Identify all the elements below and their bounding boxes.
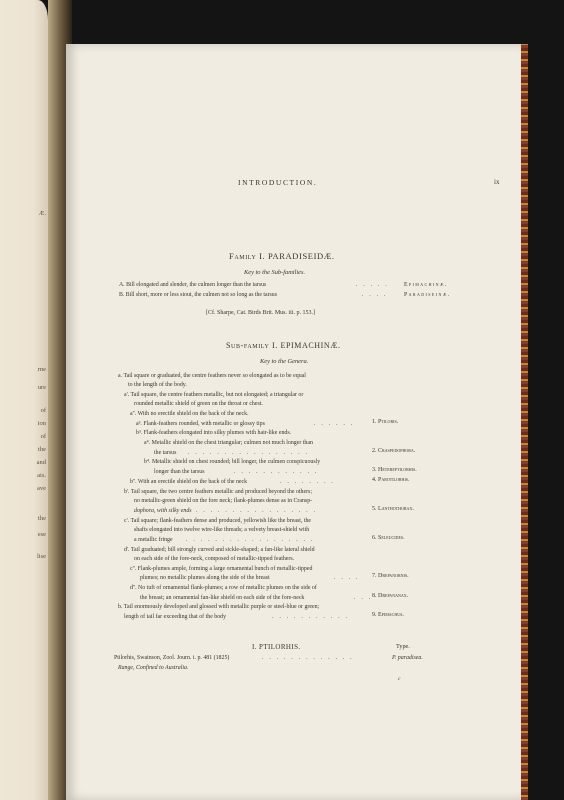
key-line: the breast; an ornamental fan-like shield on each side of the fore-neck xyxy=(140,595,305,601)
reference-note: [Cf. Sharpe, Cat. Birds Brit. Mus. iii. p. 153.] xyxy=(206,310,315,316)
left-page-fragment: Æ. xyxy=(38,210,46,217)
key-line: b. Tail enormously developed and glossed with metallic purple or steel-blue or green; xyxy=(118,604,320,610)
left-page-fragment: the xyxy=(38,446,46,453)
left-page-fragment: rne xyxy=(37,366,46,373)
key-line: d'. Tail graduated; bill strongly curved and sickle-shaped; a fan-like lateral shield xyxy=(124,547,315,553)
left-page-fragment: ure xyxy=(37,384,46,391)
left-facing-page xyxy=(0,0,48,800)
key-line: dophora, with silky ends xyxy=(134,508,192,514)
genus-range: Range, Confined to Australia. xyxy=(118,665,189,671)
key-line: a⁴. Metallic shield on the chest triangular; culmen not much longer than xyxy=(144,440,313,446)
genus-result: 7. Drepanornis. xyxy=(372,573,409,579)
genus-citation: Ptilorhis, Swainson, Zool. Journ. i. p. 481 (1825) xyxy=(114,655,230,661)
left-page-fragment: lise xyxy=(36,553,46,560)
key-line: shafts elongated into twelve wire-like threads; a velvety breast-shield with xyxy=(134,527,310,533)
left-page-fragment: and xyxy=(36,459,46,466)
genus-result: 3. Hetereptilorhis. xyxy=(372,467,417,473)
left-page-fragment: ese xyxy=(37,531,46,538)
key-line: a'. Tail square, the centre feathers metallic, but not elongated; a triangular or xyxy=(124,392,304,398)
key-line: c'. Tail square; flank-feathers dense and produced, yellowish like the breast, the xyxy=(124,518,312,524)
page-edge xyxy=(521,44,528,800)
key-line: a''. With no erectile shield on the back of the neck. xyxy=(130,411,249,417)
key-line: on each side of the fore-neck, composed of metallic-tipped feathers. xyxy=(134,556,295,562)
key-line: a. Tail square or graduated, the centre feathers never so elongated as to be equal xyxy=(118,373,306,379)
key-line: a metallic fringe xyxy=(134,537,173,543)
key-line: b''. With an erectile shield on the back of the neck xyxy=(130,479,248,485)
key-line: b⁴. Metallic shield on chest rounded; bill longer, the culmen conspicuously xyxy=(144,459,321,465)
leader-dots: . . . . . . . . . . . . . . . . . xyxy=(196,508,318,514)
key-subfamily-b-result: Paradiseinæ. xyxy=(404,292,451,298)
subfamily-heading: Sub-family I. EPIMACHINÆ. xyxy=(226,341,341,350)
key-genera-title: Key to the Genera. xyxy=(260,358,309,365)
leader-dots: . . . xyxy=(354,595,373,601)
genus-result: 1. Ptiloris. xyxy=(372,419,399,425)
running-header: INTRODUCTION. xyxy=(238,178,318,187)
leader-dots: . . . . xyxy=(334,575,360,581)
key-line: longer than the tarsus xyxy=(154,469,205,475)
key-subfamily-a-result: Epimachinæ. xyxy=(404,282,448,288)
key-line: b³. Flank-feathers elongated into silky plumes with hair-like ends. xyxy=(136,430,292,436)
key-subfamily-b: B. Bill short, more or less stout, the culmen not so long as the tarsus xyxy=(119,292,277,298)
genus-result: 8. Drepananax. xyxy=(372,593,409,599)
key-line: length of tail far exceeding that of the body xyxy=(124,614,227,620)
left-page-fragment: ion xyxy=(37,420,46,427)
key-subfamily-a: A. Bill elongated and slender, the culmen longer than the tarsus xyxy=(119,282,267,288)
key-subfamilies-title: Key to the Sub-families. xyxy=(244,269,306,276)
type-species: P. paradisea. xyxy=(392,655,423,661)
key-line: no metallic-green shield on the fore neck; flank-plumes dense as in Cransp- xyxy=(134,498,313,504)
genus-result: 9. Epimachus. xyxy=(372,612,404,618)
leader-dots: . . . . . . . . . . . . . . . . . . xyxy=(186,537,315,543)
signature-mark: c xyxy=(398,676,401,682)
book-page xyxy=(66,44,523,800)
left-page-fragment: of xyxy=(40,407,46,414)
leader-dots: . . . . xyxy=(362,292,388,298)
key-line: c''. Flank-plumes ample, forming a large ornamental bunch of metallic-tipped xyxy=(130,566,313,572)
leader-dots: . . . . . . . . . . . . . . . . . xyxy=(188,450,310,456)
leader-dots: . . . . . . . . . . . . xyxy=(234,469,319,475)
leader-dots: . . . . . . . . xyxy=(280,479,336,485)
key-line: rounded metallic shield of green on the throat or chest. xyxy=(134,401,263,407)
left-page-fragment: the xyxy=(38,515,46,522)
genus-result: 5. Lanthothorax. xyxy=(372,506,414,512)
key-line: the tarsus xyxy=(154,450,177,456)
key-line: d''. No tuft of ornamental flank-plumes; a row of metallic plumes on the side of xyxy=(130,585,317,591)
leader-dots: . . . . . . . . . . . . . xyxy=(262,655,354,661)
left-page-fragment: ais. xyxy=(37,472,46,479)
key-line: b'. Tail square, the two centre feathers metallic and produced beyond the others; xyxy=(124,489,312,495)
family-heading: Family I. PARADISEIDÆ. xyxy=(229,251,335,261)
key-line: a³. Flank-feathers rounded, with metallic or glossy tips xyxy=(136,421,265,427)
genus-result: 4. Parotilorhis. xyxy=(372,477,410,483)
type-label: Type. xyxy=(396,643,410,650)
key-line: to the length of the body. xyxy=(128,382,187,388)
leader-dots: . . . . . . . . . . . xyxy=(272,614,350,620)
genus-result: 6. Seleucides. xyxy=(372,535,405,541)
leader-dots: . . . . . xyxy=(356,282,389,288)
left-page-fragment: of xyxy=(40,433,46,440)
left-page-fragment: ave xyxy=(36,485,46,492)
genus-heading: I. PTILORHIS. xyxy=(252,643,301,651)
leader-dots: . . . . . . xyxy=(314,421,355,427)
key-line: plumes; no metallic plumes along the side of the breast xyxy=(140,575,270,581)
page-number: ix xyxy=(494,178,500,186)
genus-result: 2. Craspedophora. xyxy=(372,448,416,454)
